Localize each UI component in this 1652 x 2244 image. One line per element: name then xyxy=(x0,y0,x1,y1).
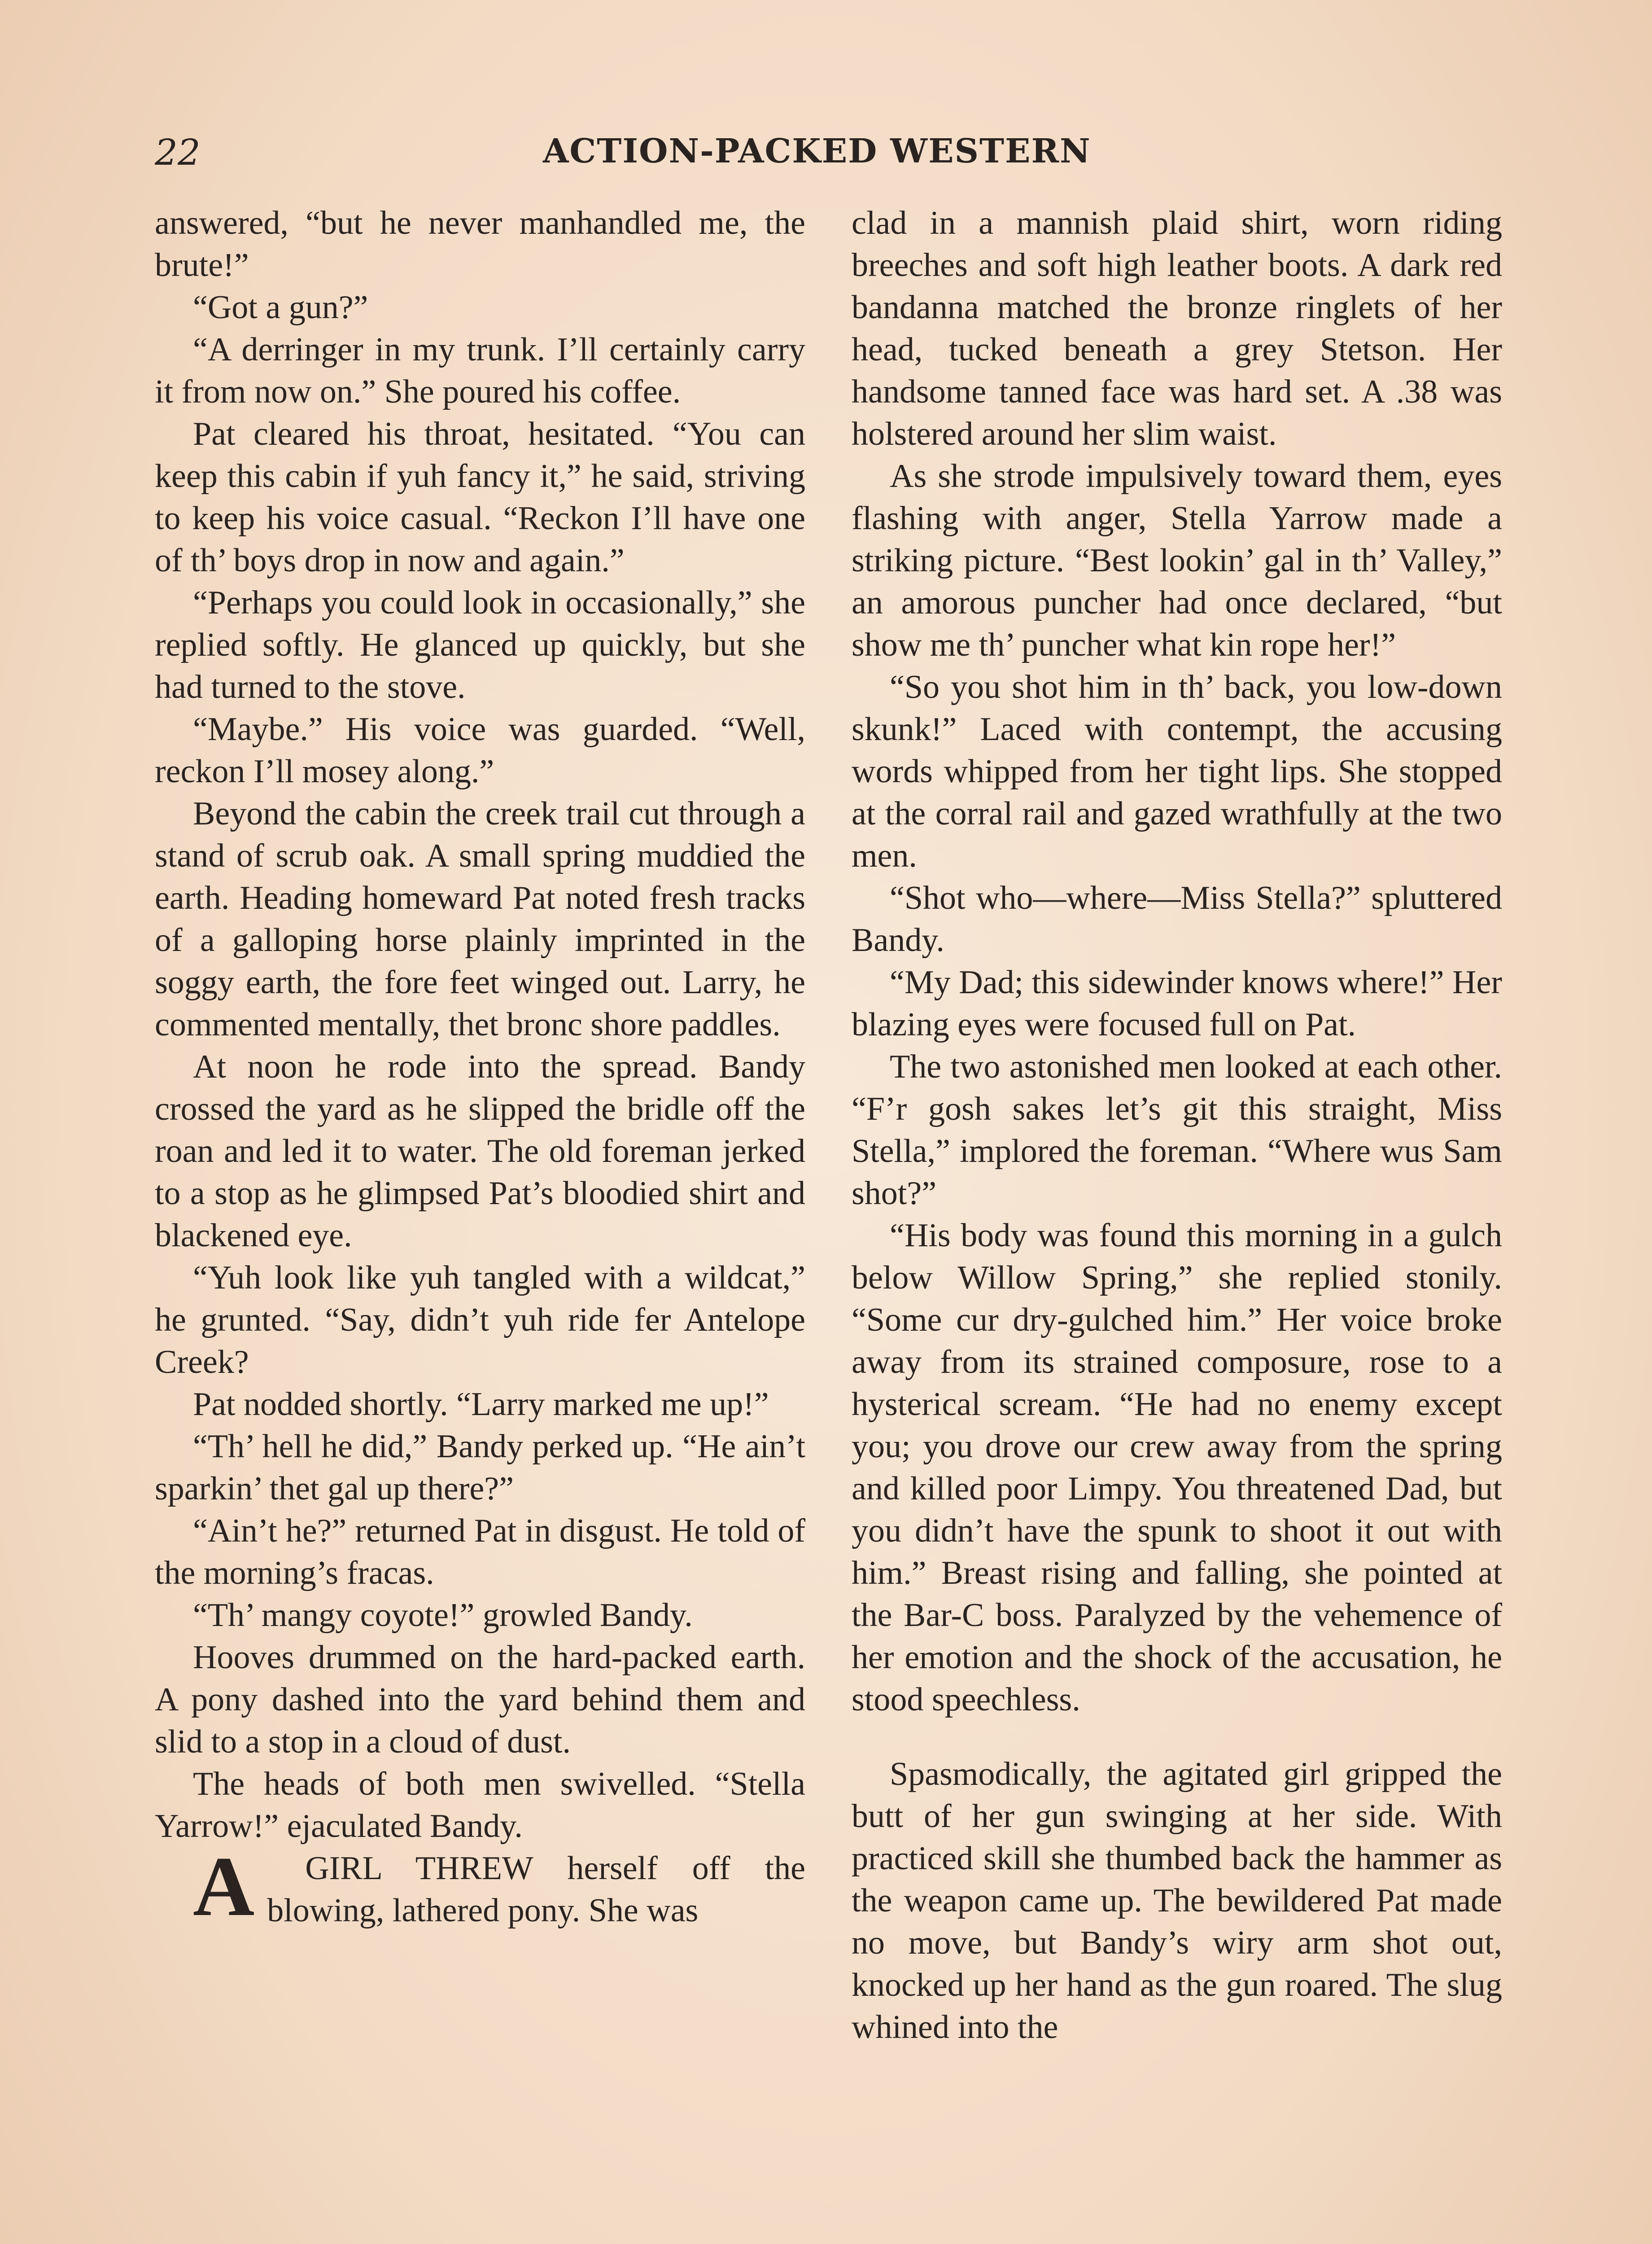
paragraph: “A derringer in my trunk. I’ll certainly carry it from now on.” She poured his coffee. xyxy=(155,331,805,410)
paragraph: “Ain’t he?” returned Pat in disgust. He told of the morning’s fracas. xyxy=(155,1512,805,1591)
paragraph: Hooves drummed on the hard-packed earth. A pony dashed into the yard behind them and slid to a stop in a cloud of dust. xyxy=(155,1639,805,1760)
paragraph: Beyond the cabin the creek trail cut through a stand of scrub oak. A small spring muddied the earth. Heading homeward Pat noted fresh tracks of a galloping horse plainly imprinted in the soggy earth, the fore feet winged out. Larry, he commented mentally, thet bronc shore paddles. xyxy=(155,795,805,1043)
paragraph: Spasmodically, the agitated girl gripped the butt of her gun swinging at her side. With practiced skill she thumbed back the hammer as the weapon came up. The bewildered Pat made no move, but Bandy’s wiry arm shot out, knocked up her hand as the gun roared. The slug whined into the xyxy=(852,1756,1502,2046)
paragraph: “Shot who—where—Miss Stella?” spluttered Bandy. xyxy=(852,880,1502,959)
paragraph: “My Dad; this sidewinder knows where!” Her blazing eyes were focused full on Pat. xyxy=(852,964,1502,1043)
page-number: 22 xyxy=(155,131,201,173)
paragraph: “Th’ mangy coyote!” growled Bandy. xyxy=(193,1597,693,1634)
paragraph: The heads of both men swivelled. “Stella Yarrow!” ejaculated Bandy. xyxy=(155,1766,805,1845)
paragraph: Pat cleared his throat, hesitated. “You can keep this cabin if yuh fancy it,” he said, striving to keep his voice casual. “Reckon I’ll have one of th’ boys drop in now and again.” xyxy=(155,416,805,579)
paragraph: “His body was found this morning in a gulch below Willow Spring,” she replied stonily. “Some cur dry-gulched him.” Her voice broke away from its strained composure, rose to a hysterical scream. “He had no enemy except you; you drove our crew away from the spring and killed poor Limpy. You threatened Dad, but you didn’t have the spunk to shoot it out with him.” Breast rising and falling, she pointed at the Bar-C boss. Paralyzed by the vehemence of her emotion and the shock of the accusation, he stood speechless. xyxy=(852,1217,1502,1718)
paragraph: “So you shot him in th’ back, you low-down skunk!” Laced with contempt, the accusing words whipped from her tight lips. She stopped at the corral rail and gazed wrathfully at the two men. xyxy=(852,669,1502,874)
paragraph: answered, “but he never manhandled me, the brute!” xyxy=(155,205,805,284)
right-column xyxy=(852,202,1502,2048)
section-lead-words: GIRL THREW xyxy=(305,1850,533,1887)
paragraph: The two astonished men looked at each other. “F’r gosh sakes let’s git this straight, Miss Stella,” implored the foreman. “Where wus Sam shot?” xyxy=(852,1048,1502,1212)
paragraph: As she strode impulsively toward them, eyes flashing with anger, Stella Yarrow made a striking picture. “Best lookin’ gal in th’ Valley,” an amorous puncher had once declared, “but show me th’ puncher what kin rope her!” xyxy=(852,458,1502,663)
paragraph: clad in a mannish plaid shirt, worn riding breeches and soft high leather boots. A dark red bandanna matched the bronze ringlets of her head, tucked beneath a grey Stetson. Her handsome tanned face was hard set. A .38 was holstered around her slim waist. xyxy=(852,205,1502,452)
paragraph: “Th’ hell he did,” Bandy perked up. “He ain’t sparkin’ thet gal up there?” xyxy=(155,1428,805,1507)
paragraph: At noon he rode into the spread. Bandy crossed the yard as he slipped the bridle off the roan and led it to water. The old foreman jerked to a stop as he glimpsed Pat’s bloodied shirt and blackened eye. xyxy=(155,1048,805,1254)
paragraph: “Got a gun?” xyxy=(193,289,368,326)
drop-cap: A xyxy=(193,1840,255,1934)
running-title: ACTION-PACKED WESTERN xyxy=(543,132,1091,171)
paragraph: “Maybe.” His voice was guarded. “Well, reckon I’ll mosey along.” xyxy=(155,711,805,790)
paragraph: “Yuh look like yuh tangled with a wildcat,” he grunted. “Say, didn’t yuh ride fer Antelope Creek? xyxy=(155,1259,805,1381)
paragraph: Pat nodded shortly. “Larry marked me up!” xyxy=(193,1386,769,1423)
left-column xyxy=(155,202,805,1932)
section-opening-paragraph xyxy=(155,1840,805,1934)
section-lead-text: herself off the blowing, lathered pony. She was xyxy=(267,1850,805,1929)
paragraph: “Perhaps you could look in occasionally,” she replied softly. He glanced up quickly, but she had turned to the stove. xyxy=(155,584,805,706)
